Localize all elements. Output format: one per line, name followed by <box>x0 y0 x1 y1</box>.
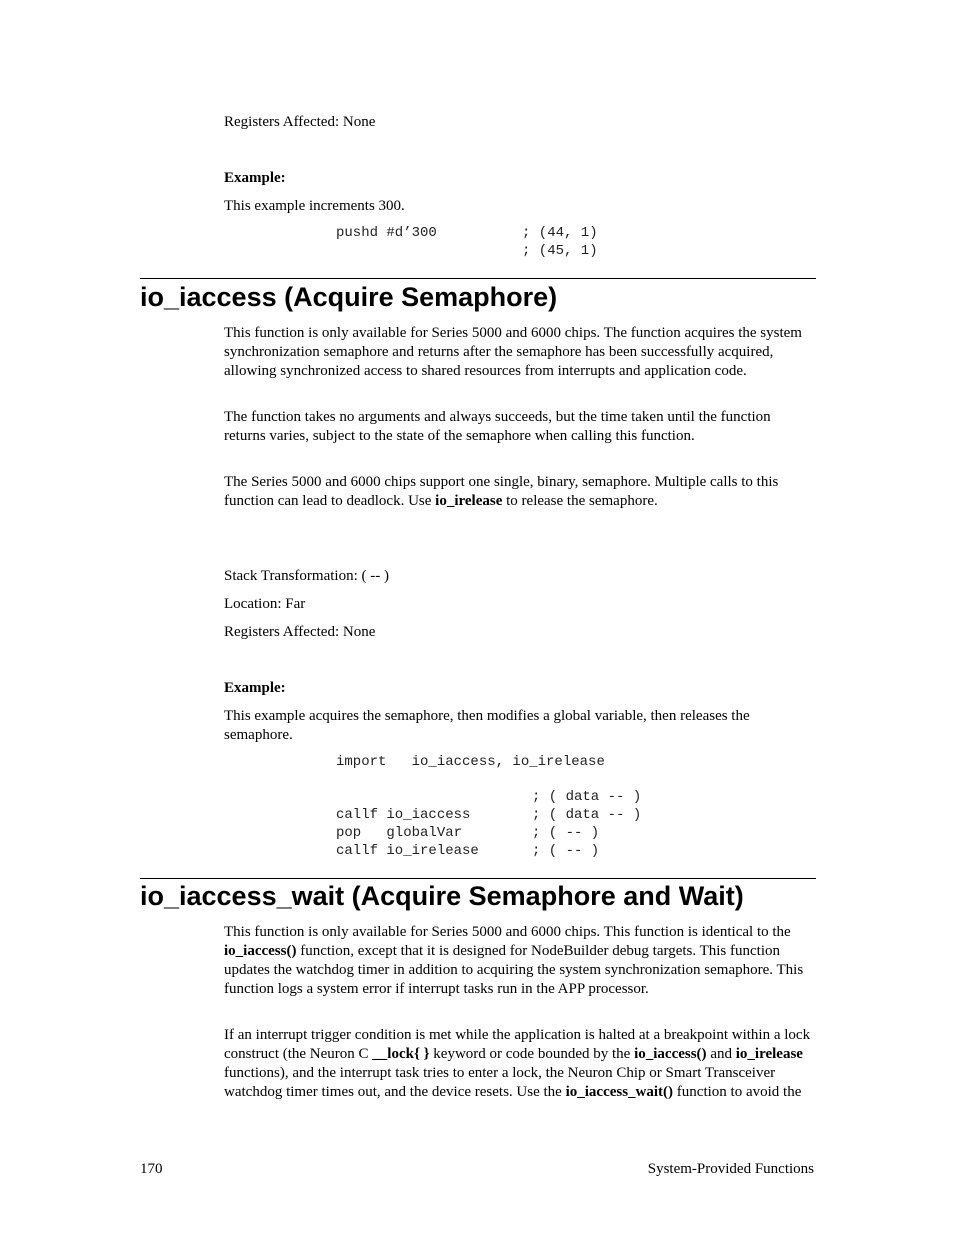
paragraph: This function is only available for Series 5000 and 6000 chips. The function acquires the system synchronization semaphore and returns after the semaphore has been successfully acquired, allowing synchronized access to shared resources from interrupts and application code. <box>224 325 802 379</box>
code-instruction: pushd #d’300 <box>336 225 437 241</box>
paragraph: If an interrupt trigger condition is met while the application is halted at a breakpoint within a lock construct (the Neuron C __lock{ } keyword or code bounded by the io_iaccess() and io_irelease functions), and the interrupt task tries to enter a lock, the Neuron Chip or Smart Transceiver watchdog timer times out, and the device resets. Use the io_iaccess_wait() function to avoid the <box>224 1027 811 1100</box>
code-comment: ; ( data -- ) <box>532 807 642 823</box>
code-instruction: import io_iaccess, io_irelease <box>336 754 605 770</box>
function-name: io_iaccess_wait() <box>565 1084 674 1100</box>
code-comment: ; (44, 1) <box>522 225 598 241</box>
function-name: io_irelease <box>735 1046 803 1062</box>
code-comment: ; ( -- ) <box>532 843 600 859</box>
code-comment: ; ( -- ) <box>532 825 600 841</box>
section-divider <box>140 278 816 279</box>
footer-section-name: System-Provided Functions <box>647 1161 814 1177</box>
code-instruction: pop globalVar <box>336 825 463 841</box>
code-comment: ; (45, 1) <box>522 243 598 259</box>
code-instruction: callf io_irelease <box>336 843 479 859</box>
registers-affected: Registers Affected: None <box>224 624 376 640</box>
section-title-io-iaccess: io_iaccess (Acquire Semaphore) <box>140 282 558 312</box>
example-label: Example: <box>224 170 286 186</box>
stack-transformation: Stack Transformation: ( -- ) <box>224 568 389 584</box>
example-description: This example acquires the semaphore, then modifies a global variable, then releases the semaphore. <box>224 708 750 743</box>
registers-affected: Registers Affected: None <box>224 114 376 130</box>
code-comment: ; ( data -- ) <box>532 789 642 805</box>
section-divider <box>140 878 816 879</box>
function-name: io_iaccess() <box>634 1046 707 1062</box>
paragraph: This function is only available for Series 5000 and 6000 chips. This function is identical to the io_iaccess() function, except that it is designed for NodeBuilder debug targets. This function updates the watchdog timer in addition to acquiring the system synchronization semaphore. This function logs a system error if interrupt tasks run in the APP processor. <box>224 924 804 997</box>
function-name: io_irelease <box>435 493 503 509</box>
function-name: io_iaccess() <box>224 943 297 959</box>
example-label: Example: <box>224 680 286 696</box>
example-description: This example increments 300. <box>224 198 405 214</box>
section-title-io-iaccess-wait: io_iaccess_wait (Acquire Semaphore and Wait) <box>140 881 744 911</box>
code-instruction: callf io_iaccess <box>336 807 471 823</box>
page-number: 170 <box>140 1161 163 1177</box>
paragraph: The function takes no arguments and always succeeds, but the time taken until the function returns varies, subject to the state of the semaphore when calling this function. <box>224 409 771 444</box>
paragraph: The Series 5000 and 6000 chips support one single, binary, semaphore. Multiple calls to this function can lead to deadlock. Use io_irelease to release the semaphore. <box>224 474 779 509</box>
location: Location: Far <box>224 596 306 612</box>
keyword: __lock{ } <box>372 1046 430 1062</box>
